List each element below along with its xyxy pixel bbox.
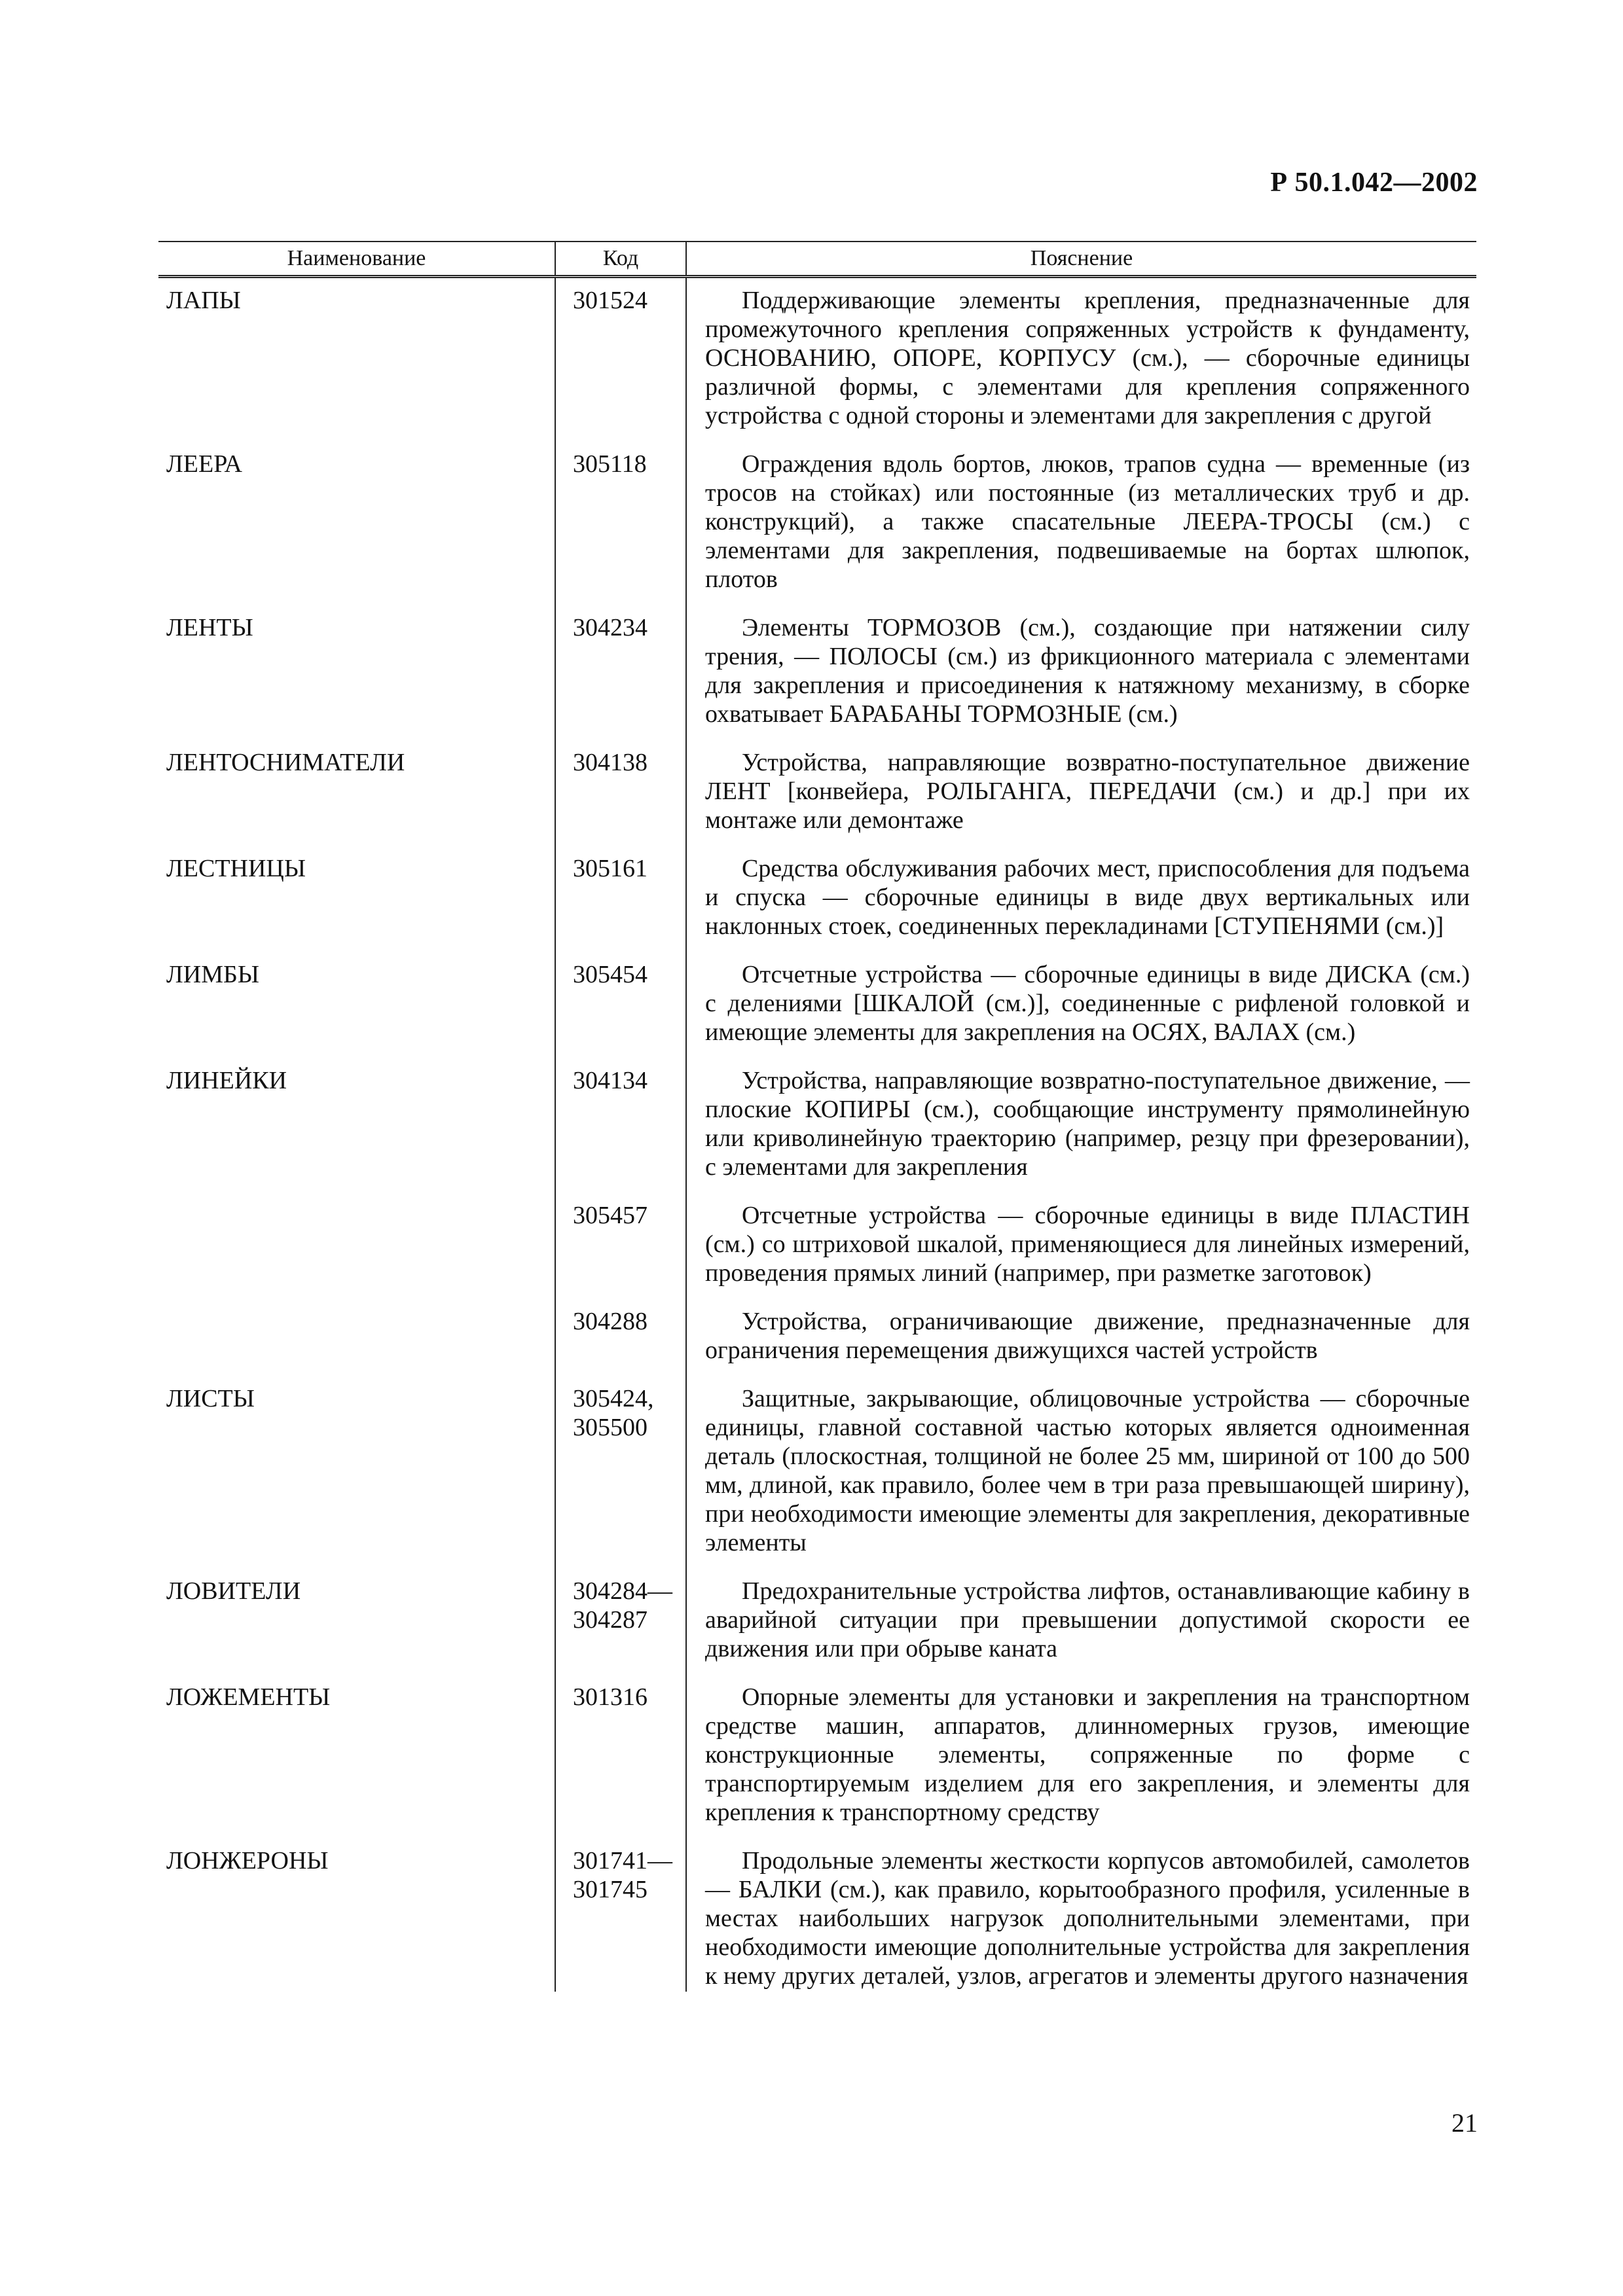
table-row bbox=[158, 1058, 1476, 1193]
term-code: 305424, 305500 bbox=[555, 1376, 686, 1569]
term-explanation: Средства обслуживания рабочих мест, приспособления для подъема и спуска — сборочные единицы в виде двух вертикальных или наклонных стоек, соединенных перекладинами [СТУПЕНЯМИ (см.)] bbox=[686, 846, 1476, 952]
term-explanation: Элементы ТОРМОЗОВ (см.), создающие при натяжении силу трения, — ПОЛОСЫ (см.) из фрикционного материала с элементами для закрепления и присоединения к натяжному механизму, в сборке охватывает БАРАБАНЫ ТОРМОЗНЫЕ (см.) bbox=[686, 605, 1476, 740]
term-explanation: Устройства, ограничивающие движение, предназначенные для ограничения перемещения движущихся частей устройств bbox=[686, 1299, 1476, 1376]
term-explanation: Продольные элементы жесткости корпусов автомобилей, самолетов — БАЛКИ (см.), как правило, корытообразного профиля, усиленные в местах наибольших нагрузок дополнительными элементами, при необходимости имеющие дополнительные устройства для закрепления к нему других деталей, узлов, агрегатов и элементы другого назначения bbox=[686, 1839, 1476, 1992]
term-explanation: Отсчетные устройства — сборочные единицы в виде ДИСКА (см.) с делениями [ШКАЛОЙ (см.)], соединенные с рифленой головкой и имеющие элементы для закрепления на ОСЯХ, ВАЛАХ (см.) bbox=[686, 952, 1476, 1058]
term-name bbox=[158, 1193, 555, 1299]
table-header-row bbox=[158, 242, 1476, 277]
term-code: 301316 bbox=[555, 1675, 686, 1839]
term-name bbox=[158, 1299, 555, 1376]
page-number: 21 bbox=[1451, 2108, 1478, 2138]
term-code: 301741— 301745 bbox=[555, 1839, 686, 1992]
term-name: ЛОВИТЕЛИ bbox=[166, 1577, 301, 1605]
document-code: Р 50.1.042—2002 bbox=[1270, 168, 1478, 198]
term-explanation: Устройства, направляющие возвратно-поступательное движение ЛЕНТ [конвейера, РОЛЬГАНГА, ПЕРЕДАЧИ (см.) и др.] при их монтаже или демонтаже bbox=[686, 740, 1476, 846]
term-explanation: Отсчетные устройства — сборочные единицы в виде ПЛАСТИН (см.) со штриховой шкалой, применяющиеся для линейных измерений, проведения прямых линий (например, при разметке заготовок) bbox=[686, 1193, 1476, 1299]
term-name: ЛАПЫ bbox=[166, 287, 241, 314]
table-row bbox=[158, 277, 1476, 442]
term-explanation: Опорные элементы для установки и закрепления на транспортном средстве машин, аппаратов, длинномерных грузов, имеющие конструкционные элементы, сопряженные по форме с транспортируемым изделием для его закрепления, и элементы для крепления к транспортному средству bbox=[686, 1675, 1476, 1839]
table-row bbox=[158, 1569, 1476, 1675]
term-code: 304288 bbox=[555, 1299, 686, 1376]
term-name: ЛЕСТНИЦЫ bbox=[166, 855, 306, 882]
term-name: ЛОЖЕМЕНТЫ bbox=[166, 1683, 331, 1711]
table-row bbox=[158, 605, 1476, 740]
term-name: ЛЕНТОСНИМАТЕЛИ bbox=[166, 749, 405, 776]
column-header-name: Наименование bbox=[158, 242, 555, 277]
term-explanation: Устройства, направляющие возвратно-поступательное движение, — плоские КОПИРЫ (см.), сообщающие инструменту прямолинейную или криволинейную траекторию (например, резцу при фрезеровании), с элементами для закрепления bbox=[686, 1058, 1476, 1193]
term-name: ЛИНЕЙКИ bbox=[166, 1067, 287, 1094]
term-explanation: Ограждения вдоль бортов, люков, трапов судна — временные (из тросов на стойках) или постоянные (из металлических труб и др. конструкций), а также спасательные ЛЕЕРА-ТРОСЫ (см.) с элементами для закрепления, подвешиваемые на бортах шлюпок, плотов bbox=[686, 442, 1476, 605]
term-name: ЛИСТЫ bbox=[166, 1385, 255, 1412]
term-code: 304284— 304287 bbox=[555, 1569, 686, 1675]
term-explanation: Предохранительные устройства лифтов, останавливающие кабину в аварийной ситуации при превышении допустимой скорости ее движения или при обрыве каната bbox=[686, 1569, 1476, 1675]
table-row bbox=[158, 740, 1476, 846]
table-row bbox=[158, 442, 1476, 605]
term-code: 305454 bbox=[555, 952, 686, 1058]
term-code: 304138 bbox=[555, 740, 686, 846]
table-row bbox=[158, 1193, 1476, 1299]
table-row bbox=[158, 846, 1476, 952]
table-row bbox=[158, 1839, 1476, 1992]
term-name: ЛИМБЫ bbox=[166, 961, 259, 988]
table-row bbox=[158, 1376, 1476, 1569]
terms-table bbox=[158, 241, 1476, 1992]
term-code: 304234 bbox=[555, 605, 686, 740]
term-name: ЛЕНТЫ bbox=[166, 614, 253, 641]
term-name: ЛОНЖЕРОНЫ bbox=[166, 1847, 329, 1874]
column-header-note: Пояснение bbox=[686, 242, 1476, 277]
terms-table-container bbox=[158, 241, 1476, 1992]
table-row bbox=[158, 952, 1476, 1058]
term-code: 305457 bbox=[555, 1193, 686, 1299]
term-code: 305161 bbox=[555, 846, 686, 952]
term-explanation: Защитные, закрывающие, облицовочные устройства — сборочные единицы, главной составной частью которых является одноименная деталь (плоскостная, толщиной не более 25 мм, шириной от 100 до 500 мм, длиной, как правило, более чем в три раза превышающей ширину), при необходимости имеющие элементы для закрепления, декоративные элементы bbox=[686, 1376, 1476, 1569]
column-header-code: Код bbox=[555, 242, 686, 277]
term-code: 305118 bbox=[555, 442, 686, 605]
term-code: 304134 bbox=[555, 1058, 686, 1193]
table-row bbox=[158, 1299, 1476, 1376]
term-name: ЛЕЕРА bbox=[166, 450, 242, 478]
term-code: 301524 bbox=[555, 277, 686, 442]
term-explanation: Поддерживающие элементы крепления, предназначенные для промежуточного крепления сопряженных устройств к фундаменту, ОСНОВАНИЮ, ОПОРЕ, КОРПУСУ (см.), — сборочные единицы различной формы, с элементами для крепления сопряженного устройства с одной стороны и элементами для закрепления с другой bbox=[686, 277, 1476, 442]
table-row bbox=[158, 1675, 1476, 1839]
